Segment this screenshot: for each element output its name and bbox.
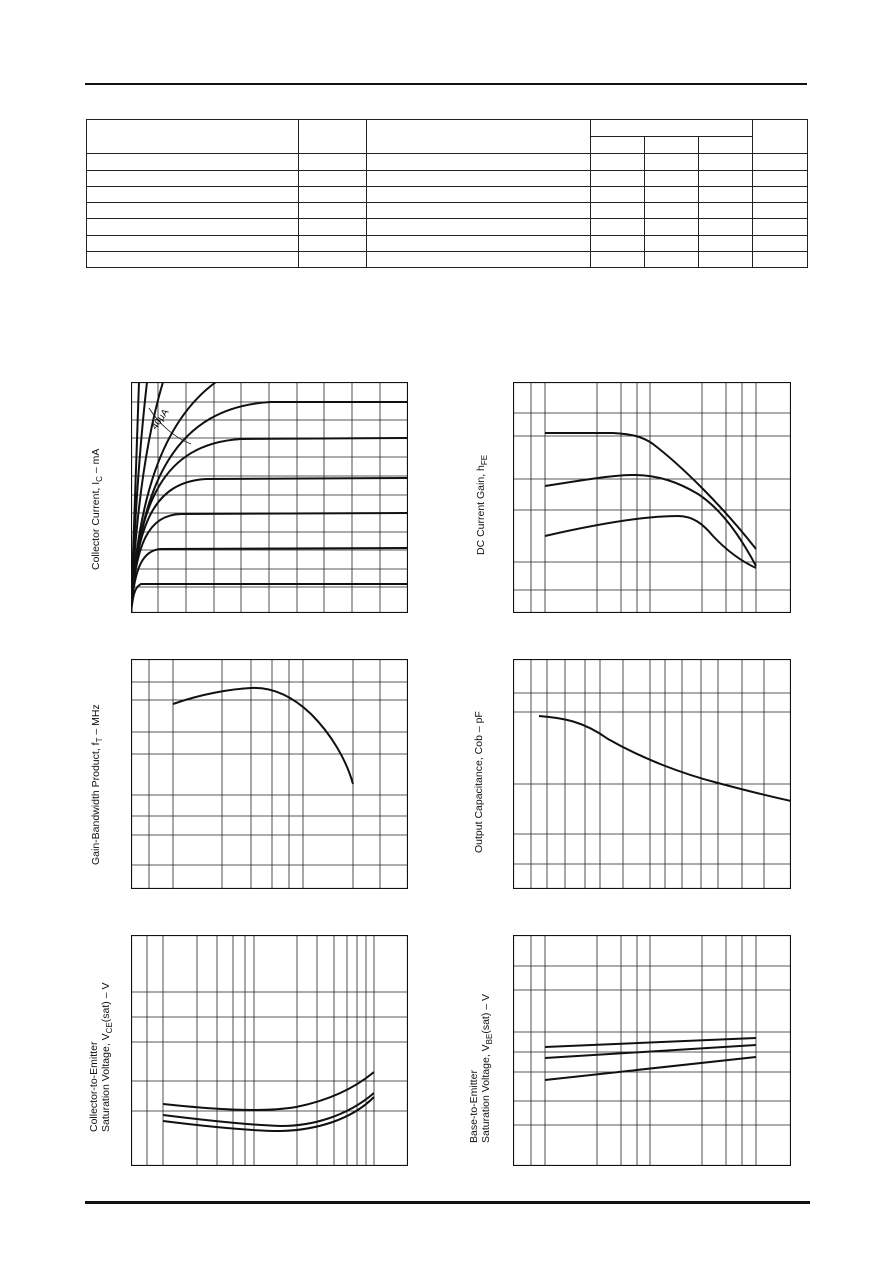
header-cell-max xyxy=(699,137,753,154)
hfe-curve xyxy=(545,433,756,549)
header-cell-typ xyxy=(645,137,699,154)
header-cell-min xyxy=(591,137,645,154)
vcesat-ic-graph xyxy=(131,935,408,1166)
ic-vce-ylabel: Collector Current, $I_C$ – mA xyxy=(90,448,105,570)
vcesat-ic-ylabel: Collector-to-Emitter Saturation Voltage, $V_{CE}(sat)$ – V xyxy=(88,982,115,1132)
ic-curve xyxy=(131,548,408,613)
table-row xyxy=(87,203,808,219)
table-row xyxy=(87,219,808,235)
vbesat-curve xyxy=(545,1045,756,1058)
table-header-row xyxy=(87,120,808,137)
hfe-ic-graph xyxy=(513,382,791,613)
hfe-ic-ylabel: DC Current Gain, $h_{FE}$ xyxy=(475,454,490,555)
hfe-curve xyxy=(545,475,756,566)
header-rule xyxy=(85,83,807,85)
table-row xyxy=(87,170,808,186)
cob-vcb-ylabel: Output Capacitance, Cob – pF xyxy=(473,711,485,853)
ft-curve xyxy=(173,688,353,784)
table-row xyxy=(87,154,808,170)
ft-ic-graph xyxy=(131,659,408,889)
hfe-curve xyxy=(545,516,756,568)
ic-curve xyxy=(131,584,408,613)
ft-ic-ylabel: Gain-Bandwidth Product, $f_T$ – MHz xyxy=(90,704,105,865)
table-row xyxy=(87,186,808,202)
footer-rule xyxy=(85,1201,810,1204)
vbesat-ic-ylabel: Base-to-Emitter Saturation Voltage, $V_{BE}(sat)$ – V xyxy=(468,993,495,1143)
ic-curve xyxy=(131,382,147,613)
electrical-characteristics-table xyxy=(86,119,808,268)
header-cell-unit xyxy=(753,120,808,154)
vcesat-curve xyxy=(163,1072,374,1110)
header-cell-ratings xyxy=(591,120,753,137)
header-cell-conditions xyxy=(367,120,591,154)
ic-curve-label: 40μA xyxy=(149,407,172,432)
header-cell-parameter xyxy=(87,120,299,154)
ic-curve xyxy=(131,513,408,613)
vbesat-ic-graph xyxy=(513,935,791,1166)
ic-vce-graph xyxy=(131,382,408,613)
header-cell-symbol xyxy=(299,120,367,154)
vbesat-curve xyxy=(545,1057,756,1080)
table-row xyxy=(87,235,808,251)
vbesat-curve xyxy=(545,1038,756,1047)
cob-vcb-graph xyxy=(513,659,791,889)
ic-curve xyxy=(131,478,408,613)
table-row xyxy=(87,251,808,267)
